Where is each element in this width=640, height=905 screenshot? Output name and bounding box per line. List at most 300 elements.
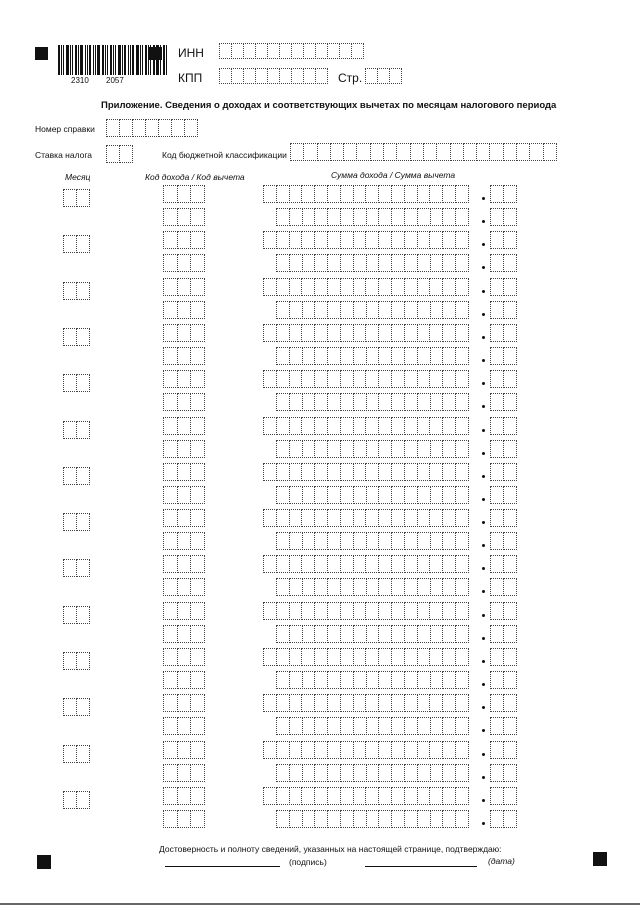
input-cell[interactable]	[340, 417, 354, 435]
income-code-field[interactable]	[163, 787, 204, 805]
input-cell[interactable]	[301, 741, 315, 759]
input-cell[interactable]	[163, 208, 178, 226]
input-cell[interactable]	[353, 208, 367, 226]
input-cell[interactable]	[177, 463, 192, 481]
input-cell[interactable]	[340, 717, 354, 735]
input-cell[interactable]	[63, 791, 77, 809]
deduction-code-field[interactable]	[163, 625, 204, 643]
deduction-amount-cents-field[interactable]	[490, 347, 516, 365]
deduction-amount-field[interactable]	[276, 440, 468, 458]
input-cell[interactable]	[490, 578, 504, 596]
input-cell[interactable]	[430, 208, 444, 226]
input-cell[interactable]	[327, 463, 341, 481]
input-cell[interactable]	[276, 602, 290, 620]
input-cell[interactable]	[429, 231, 443, 249]
input-cell[interactable]	[163, 324, 178, 342]
month-field[interactable]	[63, 652, 89, 670]
income-code-field[interactable]	[163, 509, 204, 527]
input-cell[interactable]	[366, 486, 380, 504]
input-cell[interactable]	[378, 717, 392, 735]
input-cell[interactable]	[163, 393, 178, 411]
input-cell[interactable]	[391, 625, 405, 643]
input-cell[interactable]	[455, 787, 469, 805]
input-cell[interactable]	[190, 602, 205, 620]
input-cell[interactable]	[404, 764, 418, 782]
input-cell[interactable]	[340, 741, 354, 759]
input-cell[interactable]	[163, 278, 178, 296]
input-cell[interactable]	[391, 463, 405, 481]
input-cell[interactable]	[490, 787, 504, 805]
input-cell[interactable]	[366, 301, 380, 319]
deduction-amount-field[interactable]	[276, 208, 468, 226]
input-cell[interactable]	[404, 463, 418, 481]
month-field[interactable]	[63, 606, 89, 624]
input-cell[interactable]	[340, 254, 354, 272]
input-cell[interactable]	[490, 532, 504, 550]
input-cell[interactable]	[404, 741, 418, 759]
input-cell[interactable]	[442, 231, 456, 249]
income-amount-field[interactable]	[263, 555, 468, 573]
input-cell[interactable]	[290, 143, 304, 161]
input-cell[interactable]	[314, 370, 328, 388]
input-cell[interactable]	[417, 717, 431, 735]
input-cell[interactable]	[391, 602, 405, 620]
income-code-field[interactable]	[163, 185, 204, 203]
income-code-field[interactable]	[163, 694, 204, 712]
deduction-amount-cents-field[interactable]	[490, 717, 516, 735]
input-cell[interactable]	[455, 301, 469, 319]
input-cell[interactable]	[163, 741, 178, 759]
month-field[interactable]	[63, 282, 89, 300]
input-cell[interactable]	[391, 440, 405, 458]
input-cell[interactable]	[442, 440, 456, 458]
input-cell[interactable]	[353, 347, 367, 365]
input-cell[interactable]	[489, 143, 503, 161]
input-cell[interactable]	[490, 231, 504, 249]
input-cell[interactable]	[301, 648, 315, 666]
input-cell[interactable]	[276, 370, 290, 388]
input-cell[interactable]	[163, 578, 178, 596]
input-cell[interactable]	[455, 532, 469, 550]
input-cell[interactable]	[353, 440, 367, 458]
input-cell[interactable]	[442, 741, 456, 759]
input-cell[interactable]	[391, 555, 405, 573]
input-cell[interactable]	[340, 648, 354, 666]
input-cell[interactable]	[76, 652, 90, 670]
input-cell[interactable]	[340, 278, 354, 296]
input-cell[interactable]	[353, 602, 367, 620]
input-cell[interactable]	[327, 625, 341, 643]
input-cell[interactable]	[442, 625, 456, 643]
deduction-amount-cents-field[interactable]	[490, 578, 516, 596]
input-cell[interactable]	[276, 810, 290, 828]
input-cell[interactable]	[163, 602, 178, 620]
input-cell[interactable]	[302, 671, 316, 689]
input-cell[interactable]	[353, 555, 367, 573]
input-cell[interactable]	[276, 440, 290, 458]
input-cell[interactable]	[190, 532, 205, 550]
input-cell[interactable]	[503, 185, 517, 203]
input-cell[interactable]	[190, 694, 205, 712]
input-cell[interactable]	[455, 370, 469, 388]
input-cell[interactable]	[289, 463, 303, 481]
input-cell[interactable]	[177, 393, 192, 411]
input-cell[interactable]	[442, 347, 456, 365]
income-code-field[interactable]	[163, 741, 204, 759]
input-cell[interactable]	[76, 698, 90, 716]
input-cell[interactable]	[177, 278, 192, 296]
input-cell[interactable]	[490, 555, 504, 573]
input-cell[interactable]	[404, 301, 418, 319]
input-cell[interactable]	[327, 741, 341, 759]
deduction-amount-field[interactable]	[276, 717, 468, 735]
input-cell[interactable]	[314, 463, 328, 481]
input-cell[interactable]	[503, 486, 517, 504]
input-cell[interactable]	[442, 417, 456, 435]
income-amount-field[interactable]	[263, 741, 468, 759]
deduction-code-field[interactable]	[163, 671, 204, 689]
input-cell[interactable]	[353, 278, 367, 296]
input-cell[interactable]	[301, 324, 315, 342]
input-cell[interactable]	[340, 555, 354, 573]
input-cell[interactable]	[177, 417, 192, 435]
input-cell[interactable]	[190, 648, 205, 666]
input-cell[interactable]	[391, 787, 405, 805]
input-cell[interactable]	[76, 606, 90, 624]
input-cell[interactable]	[442, 463, 456, 481]
input-cell[interactable]	[417, 463, 431, 481]
input-cell[interactable]	[302, 254, 316, 272]
input-cell[interactable]	[417, 741, 431, 759]
input-cell[interactable]	[389, 68, 402, 84]
input-cell[interactable]	[289, 717, 303, 735]
input-cell[interactable]	[301, 463, 315, 481]
input-cell[interactable]	[455, 694, 469, 712]
input-cell[interactable]	[353, 764, 367, 782]
input-cell[interactable]	[391, 486, 405, 504]
input-cell[interactable]	[404, 671, 418, 689]
input-cell[interactable]	[353, 324, 367, 342]
input-cell[interactable]	[391, 185, 405, 203]
input-cell[interactable]	[353, 231, 367, 249]
deduction-amount-cents-field[interactable]	[490, 671, 516, 689]
month-field[interactable]	[63, 745, 89, 763]
deduction-amount-cents-field[interactable]	[490, 254, 516, 272]
input-cell[interactable]	[417, 694, 431, 712]
income-amount-field[interactable]	[263, 648, 468, 666]
deduction-amount-field[interactable]	[276, 625, 468, 643]
input-cell[interactable]	[442, 764, 456, 782]
input-cell[interactable]	[391, 578, 405, 596]
input-cell[interactable]	[391, 370, 405, 388]
input-cell[interactable]	[430, 671, 444, 689]
input-cell[interactable]	[365, 602, 379, 620]
input-cell[interactable]	[276, 463, 290, 481]
input-cell[interactable]	[503, 463, 517, 481]
input-cell[interactable]	[378, 764, 392, 782]
input-cell[interactable]	[63, 513, 77, 531]
input-cell[interactable]	[314, 486, 328, 504]
input-cell[interactable]	[327, 787, 341, 805]
input-cell[interactable]	[76, 189, 90, 207]
input-cell[interactable]	[289, 417, 303, 435]
input-cell[interactable]	[190, 509, 205, 527]
input-cell[interactable]	[503, 440, 517, 458]
input-cell[interactable]	[391, 741, 405, 759]
input-cell[interactable]	[314, 717, 328, 735]
input-cell[interactable]	[503, 208, 517, 226]
deduction-amount-field[interactable]	[276, 393, 468, 411]
input-cell[interactable]	[455, 208, 469, 226]
input-cell[interactable]	[303, 143, 317, 161]
input-cell[interactable]	[450, 143, 464, 161]
income-code-field[interactable]	[163, 648, 204, 666]
input-cell[interactable]	[76, 791, 90, 809]
input-cell[interactable]	[391, 278, 405, 296]
input-cell[interactable]	[314, 648, 328, 666]
input-cell[interactable]	[543, 143, 557, 161]
input-cell[interactable]	[442, 301, 456, 319]
input-cell[interactable]	[190, 555, 205, 573]
input-cell[interactable]	[503, 555, 517, 573]
input-cell[interactable]	[314, 208, 328, 226]
income-amount-cents-field[interactable]	[490, 555, 516, 573]
input-cell[interactable]	[417, 648, 431, 666]
input-cell[interactable]	[442, 393, 456, 411]
input-cell[interactable]	[404, 578, 418, 596]
input-cell[interactable]	[76, 559, 90, 577]
input-cell[interactable]	[430, 393, 444, 411]
input-cell[interactable]	[327, 393, 341, 411]
input-cell[interactable]	[503, 810, 517, 828]
input-cell[interactable]	[132, 119, 146, 137]
income-code-field[interactable]	[163, 278, 204, 296]
month-field[interactable]	[63, 328, 89, 346]
deduction-amount-field[interactable]	[276, 347, 468, 365]
input-cell[interactable]	[410, 143, 424, 161]
deduction-amount-cents-field[interactable]	[490, 486, 516, 504]
income-amount-field[interactable]	[263, 787, 468, 805]
income-amount-cents-field[interactable]	[490, 370, 516, 388]
input-cell[interactable]	[314, 347, 328, 365]
input-cell[interactable]	[190, 486, 205, 504]
input-cell[interactable]	[442, 254, 456, 272]
input-cell[interactable]	[365, 555, 379, 573]
month-field[interactable]	[63, 559, 89, 577]
input-cell[interactable]	[455, 578, 469, 596]
input-cell[interactable]	[163, 787, 178, 805]
input-cell[interactable]	[190, 741, 205, 759]
input-cell[interactable]	[340, 764, 354, 782]
input-cell[interactable]	[442, 208, 456, 226]
input-cell[interactable]	[276, 347, 290, 365]
input-cell[interactable]	[302, 764, 316, 782]
input-cell[interactable]	[327, 254, 341, 272]
input-cell[interactable]	[190, 578, 205, 596]
input-cell[interactable]	[490, 185, 504, 203]
input-cell[interactable]	[177, 370, 192, 388]
input-cell[interactable]	[503, 741, 517, 759]
input-cell[interactable]	[314, 764, 328, 782]
income-amount-field[interactable]	[263, 694, 468, 712]
input-cell[interactable]	[378, 347, 392, 365]
input-cell[interactable]	[327, 347, 341, 365]
input-cell[interactable]	[314, 231, 328, 249]
deduction-amount-field[interactable]	[276, 764, 468, 782]
input-cell[interactable]	[353, 301, 367, 319]
input-cell[interactable]	[63, 235, 77, 253]
input-cell[interactable]	[314, 301, 328, 319]
input-cell[interactable]	[314, 578, 328, 596]
input-cell[interactable]	[163, 254, 178, 272]
input-cell[interactable]	[302, 347, 316, 365]
input-cell[interactable]	[417, 231, 431, 249]
input-cell[interactable]	[417, 301, 431, 319]
input-cell[interactable]	[503, 231, 517, 249]
input-cell[interactable]	[417, 370, 431, 388]
input-cell[interactable]	[417, 417, 431, 435]
input-cell[interactable]	[503, 417, 517, 435]
input-cell[interactable]	[391, 810, 405, 828]
input-cell[interactable]	[289, 648, 303, 666]
input-cell[interactable]	[429, 602, 443, 620]
input-cell[interactable]	[417, 555, 431, 573]
input-cell[interactable]	[263, 185, 277, 203]
input-cell[interactable]	[177, 185, 192, 203]
input-cell[interactable]	[503, 787, 517, 805]
input-cell[interactable]	[378, 185, 392, 203]
input-cell[interactable]	[417, 393, 431, 411]
input-cell[interactable]	[327, 301, 341, 319]
input-cell[interactable]	[378, 301, 392, 319]
input-cell[interactable]	[163, 417, 178, 435]
input-cell[interactable]	[455, 648, 469, 666]
input-cell[interactable]	[327, 486, 341, 504]
input-cell[interactable]	[417, 671, 431, 689]
input-cell[interactable]	[276, 509, 290, 527]
input-cell[interactable]	[177, 694, 192, 712]
input-cell[interactable]	[378, 741, 392, 759]
input-cell[interactable]	[404, 440, 418, 458]
input-cell[interactable]	[365, 185, 379, 203]
budget-code-field[interactable]	[290, 143, 556, 161]
input-cell[interactable]	[276, 671, 290, 689]
input-cell[interactable]	[404, 602, 418, 620]
input-cell[interactable]	[490, 648, 504, 666]
input-cell[interactable]	[442, 717, 456, 735]
input-cell[interactable]	[366, 671, 380, 689]
deduction-code-field[interactable]	[163, 440, 204, 458]
input-cell[interactable]	[289, 278, 303, 296]
input-cell[interactable]	[429, 324, 443, 342]
input-cell[interactable]	[391, 532, 405, 550]
input-cell[interactable]	[365, 324, 379, 342]
deduction-code-field[interactable]	[163, 208, 204, 226]
input-cell[interactable]	[163, 764, 178, 782]
input-cell[interactable]	[190, 324, 205, 342]
input-cell[interactable]	[340, 602, 354, 620]
input-cell[interactable]	[177, 347, 192, 365]
input-cell[interactable]	[289, 741, 303, 759]
deduction-amount-cents-field[interactable]	[490, 393, 516, 411]
input-cell[interactable]	[429, 648, 443, 666]
input-cell[interactable]	[289, 440, 303, 458]
input-cell[interactable]	[289, 370, 303, 388]
input-cell[interactable]	[490, 486, 504, 504]
input-cell[interactable]	[353, 370, 367, 388]
input-cell[interactable]	[76, 513, 90, 531]
input-cell[interactable]	[289, 185, 303, 203]
input-cell[interactable]	[327, 509, 341, 527]
input-cell[interactable]	[289, 555, 303, 573]
input-cell[interactable]	[436, 143, 450, 161]
input-cell[interactable]	[404, 278, 418, 296]
input-cell[interactable]	[429, 417, 443, 435]
input-cell[interactable]	[366, 347, 380, 365]
input-cell[interactable]	[340, 347, 354, 365]
income-amount-cents-field[interactable]	[490, 787, 516, 805]
input-cell[interactable]	[404, 254, 418, 272]
income-amount-cents-field[interactable]	[490, 231, 516, 249]
input-cell[interactable]	[340, 625, 354, 643]
input-cell[interactable]	[353, 185, 367, 203]
input-cell[interactable]	[63, 745, 77, 763]
input-cell[interactable]	[289, 254, 303, 272]
input-cell[interactable]	[76, 374, 90, 392]
input-cell[interactable]	[383, 143, 397, 161]
input-cell[interactable]	[177, 486, 192, 504]
income-amount-cents-field[interactable]	[490, 324, 516, 342]
input-cell[interactable]	[177, 555, 192, 573]
input-cell[interactable]	[378, 810, 392, 828]
input-cell[interactable]	[190, 417, 205, 435]
input-cell[interactable]	[327, 231, 341, 249]
input-cell[interactable]	[340, 787, 354, 805]
input-cell[interactable]	[442, 578, 456, 596]
input-cell[interactable]	[404, 694, 418, 712]
deduction-amount-cents-field[interactable]	[490, 764, 516, 782]
input-cell[interactable]	[289, 671, 303, 689]
input-cell[interactable]	[442, 324, 456, 342]
input-cell[interactable]	[190, 278, 205, 296]
input-cell[interactable]	[378, 324, 392, 342]
inn-field[interactable]	[219, 43, 363, 59]
input-cell[interactable]	[177, 532, 192, 550]
input-cell[interactable]	[263, 231, 277, 249]
input-cell[interactable]	[455, 555, 469, 573]
deduction-code-field[interactable]	[163, 764, 204, 782]
input-cell[interactable]	[327, 578, 341, 596]
input-cell[interactable]	[340, 671, 354, 689]
input-cell[interactable]	[353, 509, 367, 527]
input-cell[interactable]	[163, 370, 178, 388]
input-cell[interactable]	[327, 417, 341, 435]
input-cell[interactable]	[302, 440, 316, 458]
input-cell[interactable]	[340, 486, 354, 504]
input-cell[interactable]	[314, 393, 328, 411]
month-field[interactable]	[63, 698, 89, 716]
input-cell[interactable]	[190, 393, 205, 411]
input-cell[interactable]	[289, 810, 303, 828]
input-cell[interactable]	[289, 324, 303, 342]
input-cell[interactable]	[430, 717, 444, 735]
input-cell[interactable]	[353, 625, 367, 643]
input-cell[interactable]	[490, 463, 504, 481]
input-cell[interactable]	[276, 393, 290, 411]
input-cell[interactable]	[391, 347, 405, 365]
input-cell[interactable]	[455, 625, 469, 643]
input-cell[interactable]	[76, 235, 90, 253]
